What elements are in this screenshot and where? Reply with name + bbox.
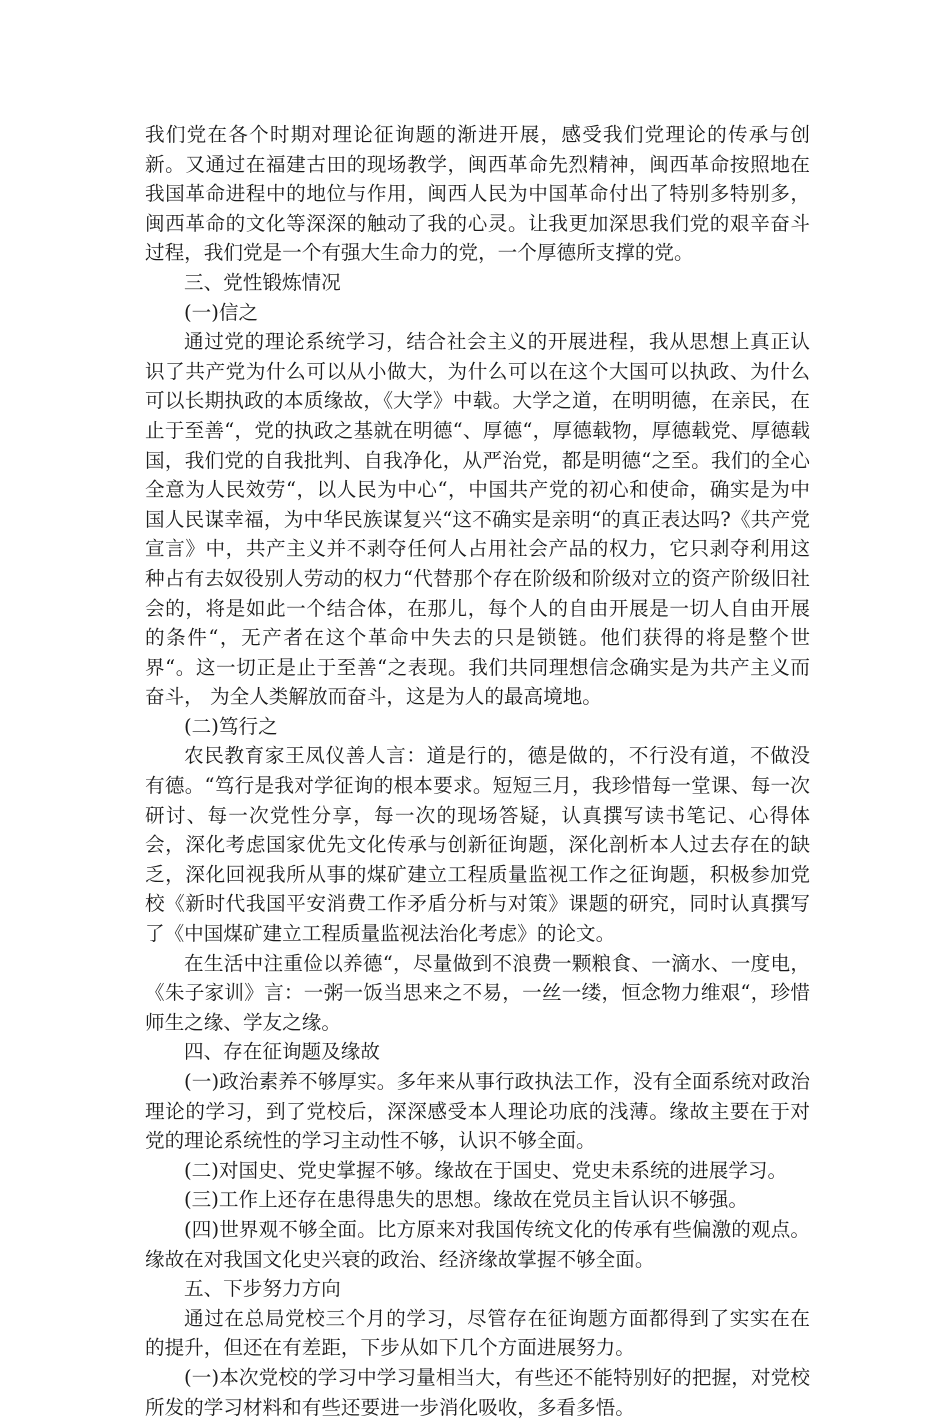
- list-item: (三)工作上还存在患得患失的思想。缘故在党员主旨认识不够强。: [184, 1188, 748, 1212]
- subsection-heading-duxingzhi: (二)笃行之: [184, 714, 278, 738]
- paragraph: 通过党的理论系统学习，结合社会主义的开展进程，我从思想上真正认识了共产党为什么可以从小做大，为什么可以在这个大国可以执政、为什么可以长期执政的本质缘故，《大学》中载。大学之道，在明明德，在亲民，在止于至善“，党的执政之基就在明德“、厚德“，厚德载物，厚德载党、厚德载国，我们党的自我批判、自我净化，从严治党，都是明德“之至。我们的全心全意为人民效劳“，以人民为中心“，中国共产党的初心和使命，确实是为中国人民谋幸福，为中华民族谋复兴“这不确实是亲明“的真正表达吗?《共产党宣言》中，共产主义并不剥夺任何人占用社会产品的权力，它只剥夺利用这种占有去奴役别人劳动的权力“代替那个存在阶级和阶级对立的资产阶级旧社会的，将是如此一个结合体，在那儿，每个人的自由开展是一切人自由开展的条件“，无产者在这个革命中失去的只是锁链。他们获得的将是整个世界“。这一切正是止于至善“之表现。我们共同理想信念确实是为共产主义而奋斗， 为全人类解放而奋斗，这是为人的最高境地。: [145, 330, 810, 709]
- list-item: (四)世界观不够全面。比方原来对我国传统文化的传承有些偏激的观点。缘故在对我国文化史兴衰的政治、经济缘故掌握不够全面。: [145, 1217, 810, 1271]
- paragraph: 农民教育家王凤仪善人言：道是行的，德是做的，不行没有道，不做没有德。“笃行是我对学征询的根本要求。短短三月，我珍惜每一堂课、每一次研讨、每一次党性分享，每一次的现场答疑，认真撰写读书笔记、心得体会，深化考虑国家优先文化传承与创新征询题，深化剖析本人过去存在的缺乏，深化回视我所从事的煤矿建立工程质量监视工作之征询题，积极参加党校《新时代我国平安消费工作矛盾分析与对策》课题的研究，同时认真撰写了《中国煤矿建立工程质量监视法治化考虑》的论文。: [145, 744, 810, 946]
- paragraph-continuation: 我们党在各个时期对理论征询题的渐进开展，感受我们党理论的传承与创新。又通过在福建古田的现场教学，闽西革命先烈精神，闽西革命按照地在我国革命进程中的地位与作用，闽西人民为中国革命付出了特别多特别多，闽西革命的文化等深深的触动了我的心灵。让我更加深思我们党的艰辛奋斗过程，我们党是一个有强大生命力的党，一个厚德所支撑的党。: [145, 123, 810, 265]
- list-item: (二)对国史、党史掌握不够。缘故在于国史、党史未系统的进展学习。: [184, 1158, 788, 1182]
- section-heading-4: 四、存在征询题及缘故: [184, 1040, 380, 1064]
- section-heading-3: 三、党性锻炼情况: [184, 270, 341, 294]
- paragraph: 通过在总局党校三个月的学习，尽管存在征询题方面都得到了实实在在的提升，但还在有差距，下步从如下几个方面进展努力。: [145, 1306, 810, 1360]
- document-page: [145, 120, 810, 1422]
- list-item: (一)政治素养不够厚实。多年来从事行政执法工作，没有全面系统对政治理论的学习，到了党校后，深深感受本人理论功底的浅薄。缘故主要在于对党的理论系统性的学习主动性不够，认识不够全面。: [145, 1070, 810, 1153]
- list-item: (一)本次党校的学习中学习量相当大，有些还不能特别好的把握，对党校所发的学习材料和有些还要进一步消化吸收，多看多悟。: [145, 1365, 810, 1419]
- section-heading-5: 五、下步努力方向: [184, 1277, 341, 1301]
- subsection-heading-xinzhi: (一)信之: [184, 300, 259, 324]
- paragraph: 在生活中注重俭以养德“，尽量做到不浪费一颗粮食、一滴水、一度电，《朱子家训》言：一粥一饭当思来之不易，一丝一缕，恒念物力维艰“，珍惜师生之缘、学友之缘。: [145, 951, 810, 1034]
